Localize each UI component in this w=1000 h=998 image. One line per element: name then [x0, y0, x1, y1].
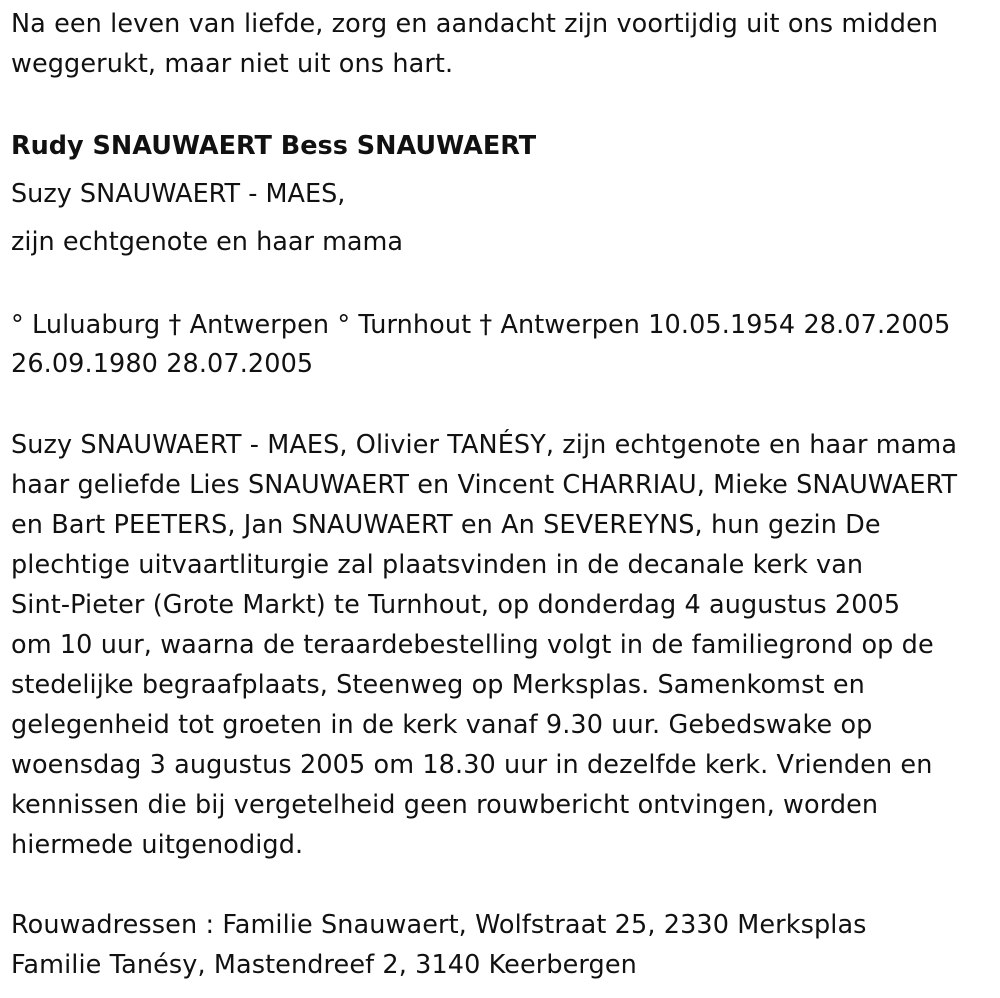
body-line: Suzy SNAUWAERT - MAES, Olivier TANÉSY, zijn echtgenote en haar mama	[11, 430, 958, 460]
body-line: gelegenheid tot groeten in de kerk vanaf 9.30 uur. Gebedswake op	[11, 710, 873, 740]
funeral-announcement-body	[11, 425, 996, 865]
body-line: woensdag 3 augustus 2005 om 18.30 uur in dezelfde kerk. Vrienden en	[11, 750, 933, 780]
address-line-2: Familie Tanésy, Mastendreef 2, 3140 Keerbergen	[11, 950, 637, 980]
dates-line-1: ° Luluaburg † Antwerpen ° Turnhout † Antwerpen 10.05.1954 28.07.2005	[11, 310, 951, 340]
body-line: en Bart PEETERS, Jan SNAUWAERT en An SEVEREYNS, hun gezin De	[11, 510, 881, 540]
deceased-names-heading: Rudy SNAUWAERT Bess SNAUWAERT	[11, 131, 537, 161]
subtitle-name: Suzy SNAUWAERT - MAES,	[11, 179, 346, 209]
birth-death-dates	[11, 306, 996, 384]
body-line: om 10 uur, waarna de teraardebestelling volgt in de familiegrond op de	[11, 630, 934, 660]
body-line: plechtige uitvaartliturgie zal plaatsvinden in de decanale kerk van	[11, 550, 864, 580]
intro-line-1: Na een leven van liefde, zorg en aandacht zijn voortijdig uit ons midden	[11, 9, 939, 39]
body-line: stedelijke begraafplaats, Steenweg op Merksplas. Samenkomst en	[11, 670, 865, 700]
address-line-1: Rouwadressen : Familie Snauwaert, Wolfstraat 25, 2330 Merksplas	[11, 910, 867, 940]
mourning-addresses	[11, 905, 996, 985]
dates-line-2: 26.09.1980 28.07.2005	[11, 349, 314, 379]
body-line: Sint-Pieter (Grote Markt) te Turnhout, op donderdag 4 augustus 2005	[11, 590, 901, 620]
body-line: kennissen die bij vergetelheid geen rouwbericht ontvingen, worden	[11, 790, 879, 820]
intro-paragraph	[11, 0, 996, 84]
body-line: hiermede uitgenodigd.	[11, 830, 304, 860]
intro-line-2: weggerukt, maar niet uit ons hart.	[11, 49, 454, 79]
body-line: haar geliefde Lies SNAUWAERT en Vincent CHARRIAU, Mieke SNAUWAERT	[11, 470, 958, 500]
subtitle-relation: zijn echtgenote en haar mama	[11, 227, 404, 257]
obituary-document	[11, 0, 996, 985]
